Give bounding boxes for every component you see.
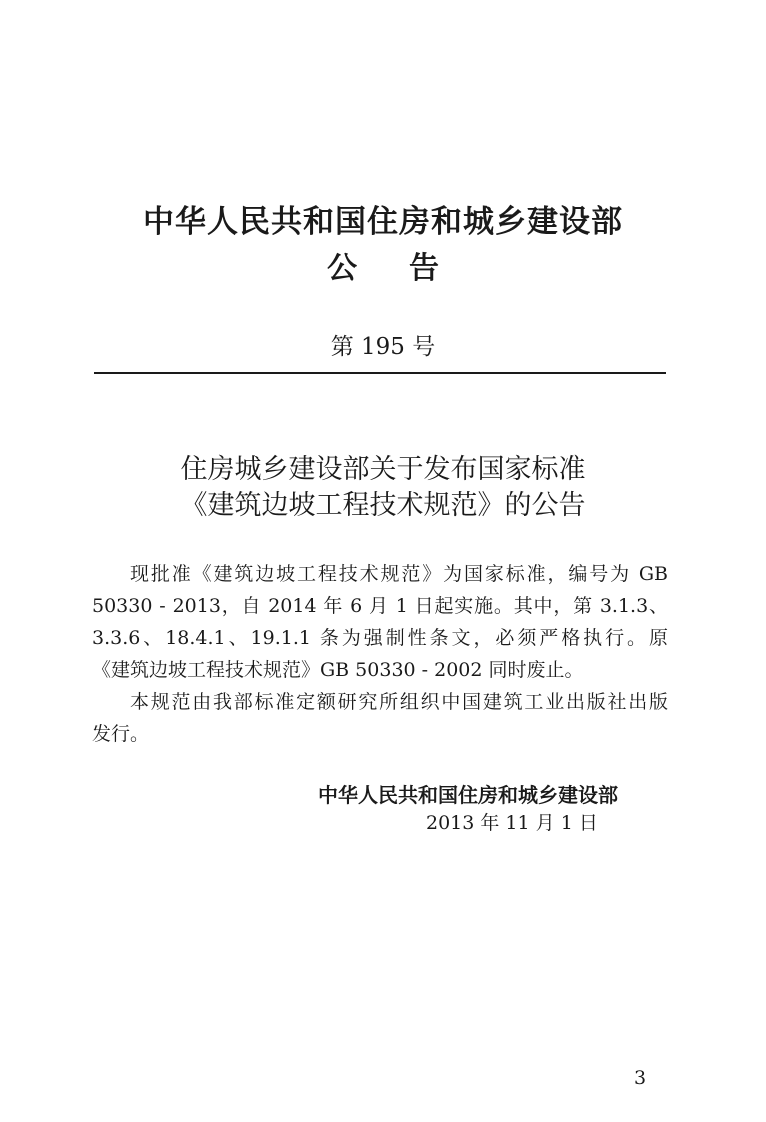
paragraph-1-line-1: 现批准《建筑边坡工程技术规范》为国家标准，编号为 GB (130, 563, 668, 585)
signature-date: 2013 年 11 月 1 日 (426, 812, 598, 834)
document-title-line-2: 《建筑边坡工程技术规范》的公告 (180, 490, 586, 521)
paragraph-1-line-4: 《建筑边坡工程技术规范》GB 50330 - 2002 同时废止。 (92, 659, 584, 681)
body-paragraph-2 (92, 686, 668, 750)
paragraph-1-line-2: 50330 - 2013，自 2014 年 6 月 1 日起实施。其中，第 3.1.3、 (92, 595, 668, 617)
paragraph-1-line-3: 3.3.6、18.4.1、19.1.1 条为强制性条文，必须严格执行。原 (92, 627, 668, 649)
page-number: 3 (634, 1067, 647, 1089)
document-title-line-1: 住房城乡建设部关于发布国家标准 (180, 454, 586, 485)
announcement-number: 第 195 号 (330, 334, 436, 360)
paragraph-2-line-1: 本规范由我部标准定额研究所组织中国建筑工业出版社出版 (130, 691, 668, 713)
announcement-heading: 公告 (327, 251, 491, 286)
signature-organization: 中华人民共和国住房和城乡建设部 (318, 783, 618, 807)
header-divider (94, 372, 666, 374)
paragraph-2-line-2: 发行。 (92, 723, 150, 745)
ministry-heading: 中华人民共和国住房和城乡建设部 (143, 204, 623, 240)
body-paragraph-1 (92, 558, 668, 686)
